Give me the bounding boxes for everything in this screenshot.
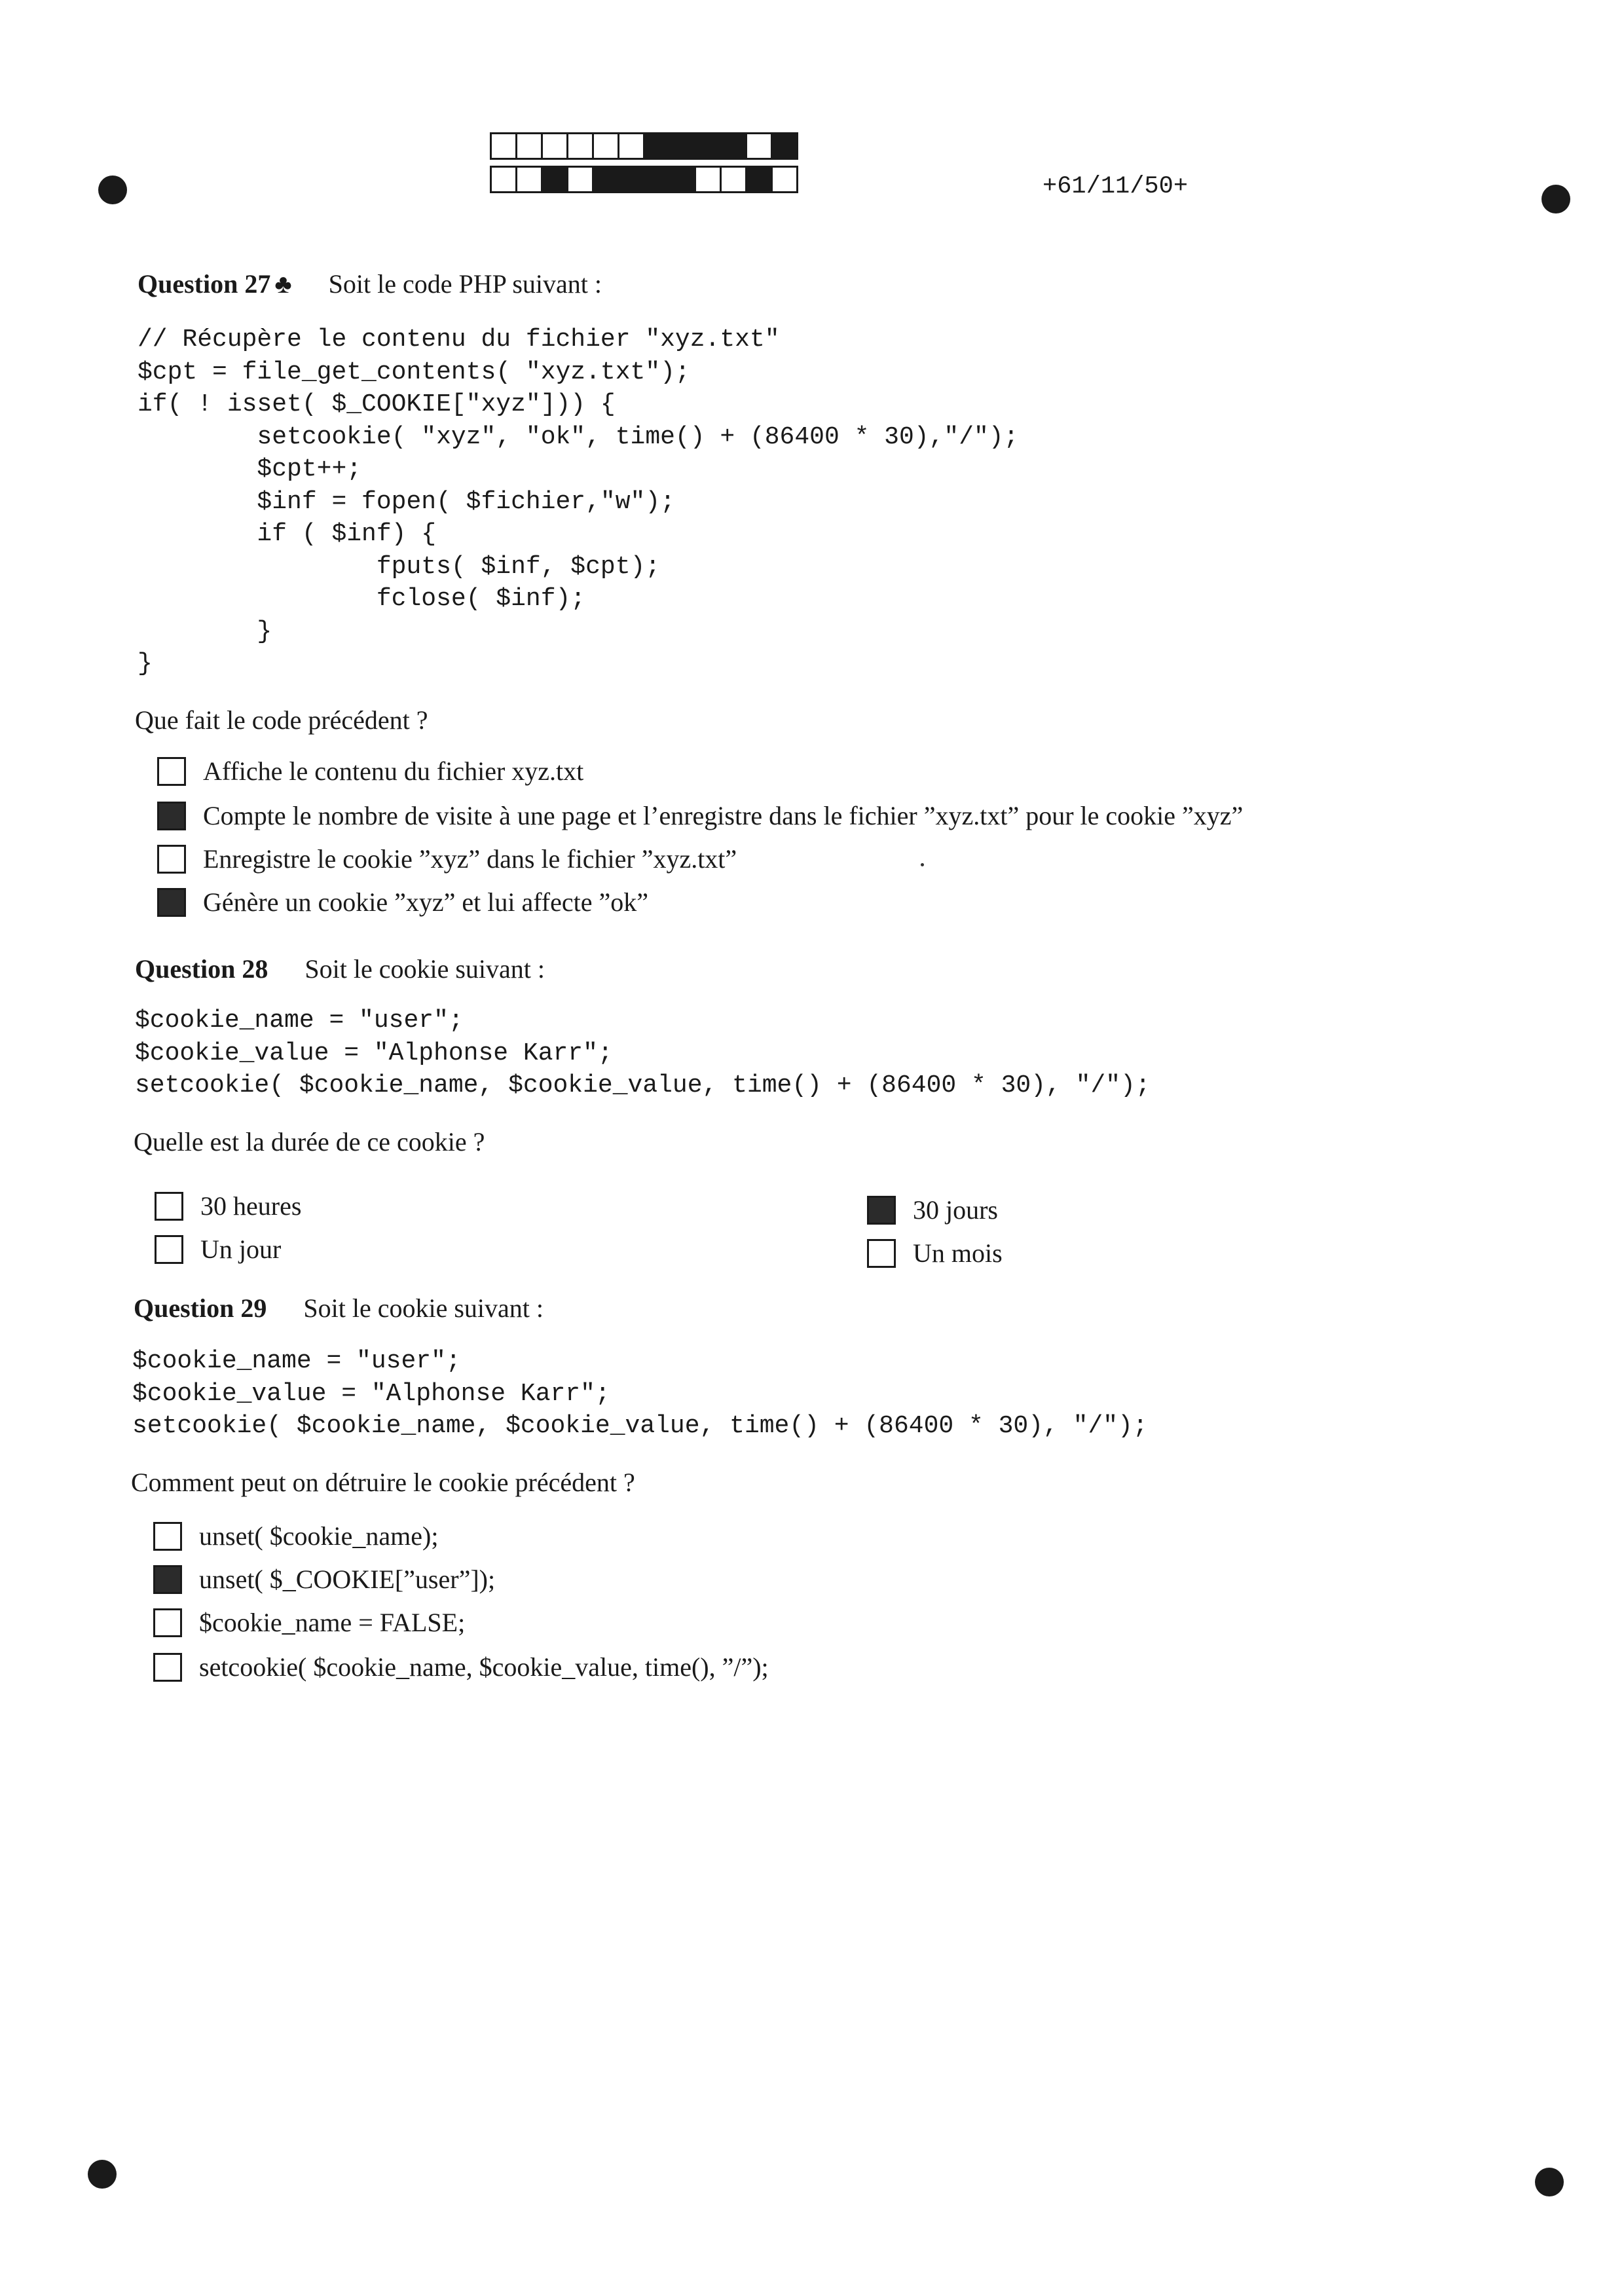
q28-label: Question 28: [135, 954, 268, 984]
q29-checkbox-3[interactable]: [153, 1608, 182, 1637]
q28-option-1[interactable]: [155, 1191, 301, 1221]
q28-code: $cookie_name = "user"; $cookie_value = "Alphonse Karr"; setcookie( $cookie_name, $cookie_value, time() + (86400 * 30), "/");: [135, 1007, 1151, 1100]
club-icon: ♣: [274, 269, 292, 299]
q27-checkbox-4[interactable]: [157, 888, 186, 917]
q29-option-4[interactable]: [153, 1652, 769, 1682]
q27-code: // Récupère le contenu du fichier "xyz.txt" $cpt = file_get_contents( "xyz.txt"); if( ! isset( $_COOKIE["xyz"])) { setcookie( "xyz", "ok", time() + (86400 * 30),"/"); $cpt++; $inf = fopen( $fichier,"w"); if ( $inf) { fputs( $inf, $cpt); fclose( $inf); } }: [138, 325, 1019, 678]
id-barcode-row-1: [490, 132, 800, 158]
q28-intro: Soit le cookie suivant :: [304, 954, 545, 984]
q27-option-4[interactable]: [157, 887, 648, 917]
barcode-cell: [515, 166, 543, 193]
q28-checkbox-3[interactable]: [867, 1196, 896, 1225]
q29-checkbox-1[interactable]: [153, 1522, 182, 1551]
barcode-cell: [643, 132, 671, 160]
q28-checkbox-2[interactable]: [155, 1235, 183, 1264]
barcode-cell: [694, 166, 722, 193]
q27-checkbox-3[interactable]: [157, 845, 186, 874]
q27-option-2[interactable]: [157, 800, 1243, 831]
barcode-cell: [541, 166, 568, 193]
q27-intro: Soit le code PHP suivant :: [328, 269, 602, 299]
q29-option-3[interactable]: [153, 1607, 465, 1638]
registration-mark-bottom-left: [88, 2160, 117, 2189]
q28-option-2-label: Un jour: [200, 1234, 282, 1264]
q28-option-3-label: 30 jours: [913, 1195, 998, 1225]
barcode-cell: [745, 132, 773, 160]
q28-option-3[interactable]: [867, 1194, 998, 1225]
stray-dot: [921, 863, 924, 866]
q27-label: Question 27 ♣: [138, 269, 292, 299]
barcode-cell: [720, 166, 747, 193]
q28-option-4[interactable]: [867, 1238, 1003, 1268]
q27-option-2-label: Compte le nombre de visite à une page et l’enregistre dans le fichier ”xyz.txt” pour le cookie ”xyz”: [203, 801, 1244, 830]
barcode-cell: [745, 166, 773, 193]
barcode-cell: [694, 132, 722, 160]
q29-intro: Soit le cookie suivant :: [303, 1293, 544, 1323]
q29-option-3-label: $cookie_name = FALSE;: [199, 1608, 466, 1637]
q29-prompt: Comment peut on détruire le cookie précédent ?: [131, 1468, 635, 1497]
q29-option-4-label: setcookie( $cookie_name, $cookie_value, time(), ”/”);: [199, 1652, 769, 1682]
barcode-cell: [669, 166, 696, 193]
q27-option-3[interactable]: [157, 843, 737, 874]
q27-option-4-label: Génère un cookie ”xyz” et lui affecte ”ok”: [203, 887, 648, 917]
barcode-cell: [490, 166, 517, 193]
registration-mark-bottom-right: [1535, 2168, 1564, 2196]
q29-checkbox-4[interactable]: [153, 1653, 182, 1682]
q29-option-1[interactable]: [153, 1521, 438, 1551]
q28-option-4-label: Un mois: [913, 1238, 1003, 1268]
q27-option-1-label: Affiche le contenu du fichier xyz.txt: [203, 756, 584, 786]
barcode-cell: [720, 132, 747, 160]
page-id: +61/11/50+: [1043, 173, 1189, 200]
barcode-cell: [771, 166, 798, 193]
barcode-cell: [490, 132, 517, 160]
barcode-cell: [669, 132, 696, 160]
q27-checkbox-2[interactable]: [157, 802, 186, 830]
barcode-cell: [592, 132, 619, 160]
q29-code: $cookie_name = "user"; $cookie_value = "Alphonse Karr"; setcookie( $cookie_name, $cookie_value, time() + (86400 * 30), "/");: [132, 1347, 1148, 1440]
q27-prompt: Que fait le code précédent ?: [135, 705, 428, 735]
q29-header: [134, 1293, 544, 1324]
q28-checkbox-1[interactable]: [155, 1192, 183, 1221]
q28-option-1-label: 30 heures: [200, 1191, 302, 1221]
barcode-cell: [618, 166, 645, 193]
barcode-cell: [643, 166, 671, 193]
barcode-cell: [541, 132, 568, 160]
q29-label: Question 29: [134, 1293, 267, 1323]
barcode-cell: [592, 166, 619, 193]
q28-header: [135, 954, 545, 984]
q29-option-1-label: unset( $cookie_name);: [199, 1521, 439, 1551]
barcode-cell: [566, 166, 594, 193]
barcode-cell: [771, 132, 798, 160]
id-barcode-row-2: [490, 166, 800, 192]
q29-option-2-label: unset( $_COOKIE[”user”]);: [199, 1565, 496, 1594]
q27-checkbox-1[interactable]: [157, 757, 186, 786]
barcode-cell: [566, 132, 594, 160]
q29-checkbox-2[interactable]: [153, 1565, 182, 1594]
q27-header: [138, 268, 602, 299]
q28-prompt: Quelle est la durée de ce cookie ?: [134, 1127, 485, 1157]
q27-option-3-label: Enregistre le cookie ”xyz” dans le fichier ”xyz.txt”: [203, 844, 737, 874]
registration-mark-top-left: [98, 176, 127, 204]
q28-checkbox-4[interactable]: [867, 1239, 896, 1268]
barcode-cell: [515, 132, 543, 160]
q28-option-2[interactable]: [155, 1234, 281, 1265]
registration-mark-top-right: [1541, 185, 1570, 213]
q29-option-2[interactable]: [153, 1564, 495, 1595]
barcode-cell: [618, 132, 645, 160]
q27-option-1[interactable]: [157, 756, 583, 787]
